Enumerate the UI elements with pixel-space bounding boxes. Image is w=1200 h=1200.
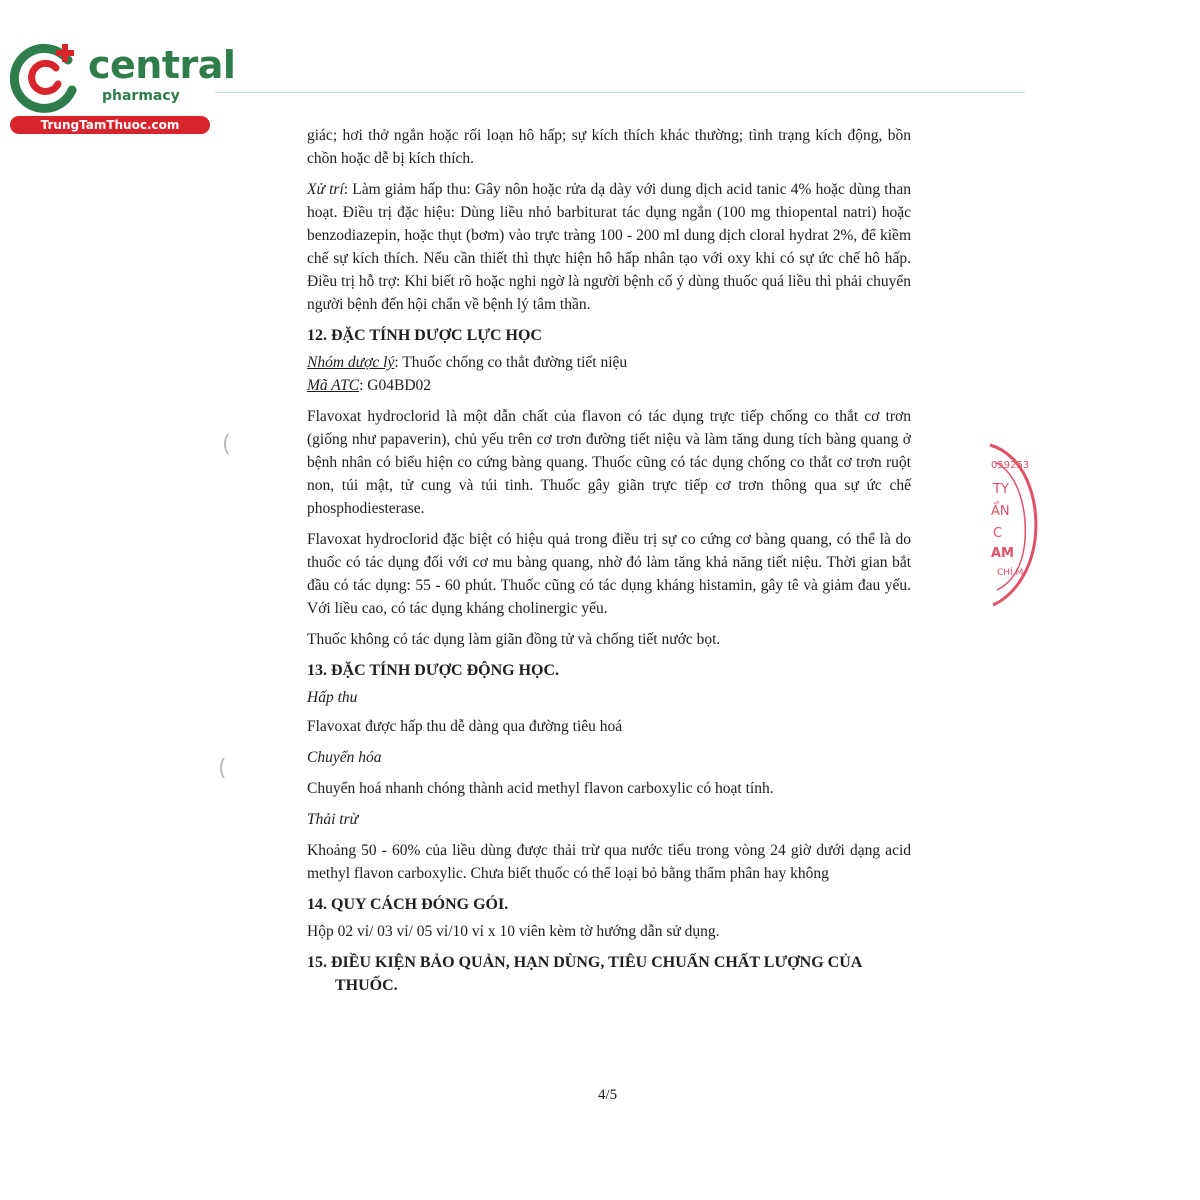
stamp-text: 059253	[991, 460, 1030, 471]
atc-code	[307, 374, 911, 397]
section-heading-14: 14. QUY CÁCH ĐÓNG GÓI.	[307, 896, 509, 913]
atc-code-value: : G04BD02	[359, 377, 432, 394]
paragraph: giác; hơi thở ngắn hoặc rối loạn hô hấp; sự kích thích khác thường; tình trạng kích động, bồn chồn hoặc dễ bị kích thích.	[307, 127, 911, 167]
logo-name: central	[88, 43, 236, 87]
subheading-metabolism: Chuyển hóa	[307, 749, 382, 766]
paragraph: Khoảng 50 - 60% của liều dùng được thải trừ qua nước tiểu trong vòng 24 giờ dưới dạng acid methyl flavon carboxylic. Chưa biết thuốc có thể loại bỏ bằng thẩm phân hay không	[307, 842, 911, 882]
punch-hole-mark: (	[218, 756, 227, 781]
section-heading-13: 13. ĐẶC TÍNH DƯỢC ĐỘNG HỌC.	[307, 662, 560, 679]
document-body	[307, 124, 911, 997]
central-pharmacy-logo	[10, 38, 236, 138]
page-number: 4/5	[598, 1087, 618, 1103]
header-divider	[215, 92, 1025, 93]
subheading-absorption: Hấp thu	[307, 689, 358, 706]
pharmacologic-group	[307, 351, 911, 374]
section-heading-12: 12. ĐẶC TÍNH DƯỢC LỰC HỌC	[307, 327, 542, 344]
stamp-text: ẨN	[991, 504, 1010, 519]
stamp-text: CHÍ M	[997, 568, 1024, 578]
stamp-text: AM	[991, 546, 1014, 561]
paragraph: Flavoxat được hấp thu dễ dàng qua đường tiêu hoá	[307, 718, 623, 735]
paragraph: Thuốc không có tác dụng làm giãn đồng tử và chống tiết nước bọt.	[307, 631, 721, 648]
treatment-text: : Làm giảm hấp thu: Gây nôn hoặc rửa dạ dày với dung dịch acid tanic 4% hoặc dùng than hoạt. Điều trị đặc hiệu: Dùng liều nhỏ barbiturat tác dụng ngắn (100 mg thiopental natri) hoặc benzodiazepin, hoặc thụt (bơm) vào trực tràng 100 - 200 ml dung dịch cloral hydrat 2%, để kiềm chế sự kích thích. Nếu cần thiết thì thực hiện hô hấp nhân tạo với oxy khi có sự ức chế hô hấp. Điều trị hỗ trợ: Khi biết rõ hoặc nghi ngờ là người bệnh cố ý dùng thuốc quá liều thì phải chuyển người bệnh đến hội chẩn về bệnh lý tâm thần.	[307, 181, 911, 313]
logo-banner-link[interactable]: TrungTamThuoc.com	[10, 116, 210, 134]
paragraph: Flavoxat hydroclorid là một dẫn chất của flavon có tác dụng trực tiếp chống co thắt cơ trơn (giống như papaverin), chủ yếu trên cơ trơn đường tiết niệu và làm tăng dung tích bàng quang ở bệnh nhân có biểu hiện co cứng bàng quang. Thuốc cũng có tác dụng chống co thắt cơ trơn ruột non, túi mật, tử cung và túi tinh. Thuốc gây giãn trực tiếp cơ trơn thông qua sự ức chế phosphodiesterase.	[307, 408, 911, 517]
pharmacologic-group-label: Nhóm dược lý	[307, 354, 395, 371]
punch-hole-mark: (	[222, 432, 231, 457]
atc-code-label: Mã ATC	[307, 377, 360, 394]
stamp-text: TY	[993, 482, 1009, 497]
pharmacologic-group-value: : Thuốc chống co thắt đường tiết niệu	[394, 354, 628, 371]
red-seal-stamp	[985, 440, 1045, 610]
logo-subtitle: pharmacy	[102, 88, 180, 104]
paragraph: Chuyển hoá nhanh chóng thành acid methyl flavon carboxylic có hoạt tính.	[307, 780, 774, 797]
paragraph: Hộp 02 vỉ/ 03 vỉ/ 05 vỉ/10 vỉ x 10 viên kèm tờ hướng dẫn sử dụng.	[307, 923, 720, 940]
stamp-text: C	[993, 526, 1003, 541]
section-heading-15: 15. ĐIỀU KIỆN BẢO QUẢN, HẠN DÙNG, TIÊU CHUẨN CHẤT LƯỢNG CỦA THUỐC.	[307, 954, 862, 994]
paragraph: Flavoxat hydroclorid đặc biệt có hiệu quả trong điều trị sự co cứng cơ bàng quang, có thể là do thuốc có tác dụng đối với cơ mu bàng quang, nhờ đó làm tăng khả năng tiết niệu. Thời gian bắt đầu có tác dụng: 55 - 60 phút. Thuốc cũng có tác dụng kháng histamin, gây tê và giảm đau yếu. Với liều cao, có tác dụng kháng cholinergic yếu.	[307, 531, 911, 617]
subheading-excretion: Thải trừ	[307, 811, 359, 828]
pharmacy-logo-icon	[10, 38, 90, 116]
paragraph-treatment	[307, 178, 911, 316]
treatment-label: Xử trí	[307, 181, 344, 198]
